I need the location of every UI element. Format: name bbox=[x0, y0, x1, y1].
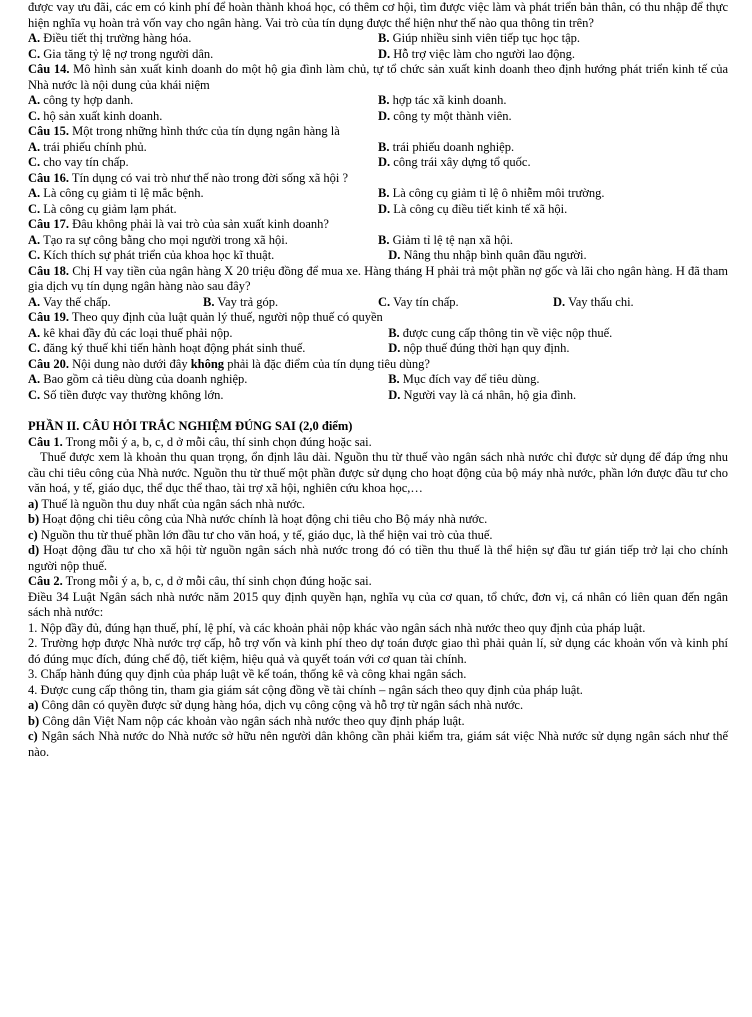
question-20-stem: Câu 20. Nội dung nào dưới đây không phải là đặc điểm của tín dụng tiêu dùng? bbox=[28, 356, 430, 371]
part2-question-2-item-a: a) Công dân có quyền được sử dụng hàng hóa, dịch vụ công cộng và hỗ trợ từ ngân sách nhà nước. bbox=[28, 698, 524, 712]
question-20-option-b: B. Mục đích vay để tiêu dùng. bbox=[388, 372, 540, 386]
question-19-options-row-2 bbox=[28, 341, 728, 357]
part2-question-2-stem: Câu 2. Trong mỗi ý a, b, c, d ở mỗi câu, thí sinh chọn đúng hoặc sai. bbox=[28, 574, 372, 588]
question-15-option-c: C. cho vay tín chấp. bbox=[28, 155, 129, 169]
question-13-option-d: D. Hỗ trợ việc làm cho người lao động. bbox=[378, 46, 576, 61]
law-item-2: 2. Trường hợp được Nhà nước trợ cấp, hỗ trợ vốn và kinh phí theo dự toán được giao thì phải quản lí, sử dụng các khoản vốn và kinh phí đó đúng mục đích, đúng chế độ, tiết kiệm, hiệu quả và quyết toán với cơ quan tài chính. bbox=[28, 636, 728, 666]
question-19-option-a: A. kê khai đầy đủ các loại thuế phải nộp. bbox=[28, 325, 233, 340]
question-17-option-c: C. Kích thích sự phát triển của khoa học kĩ thuật. bbox=[28, 248, 275, 262]
question-19-option-c: C. đăng ký thuế khi tiến hành hoạt động phát sinh thuế. bbox=[28, 341, 306, 355]
question-14-option-d: D. công ty một thành viên. bbox=[378, 108, 512, 123]
question-17-options-row-1 bbox=[28, 233, 728, 249]
question-18-stem: Câu 18. Chị H vay tiền của ngân hàng X 20 triệu đồng để mua xe. Hàng tháng H phải trả một phần nợ gốc và lãi cho ngân hàng. H đã tham gia dịch vụ tín dụng ngân hàng nào sau đây? bbox=[28, 263, 729, 293]
part2-question-1-item-c: c) Nguồn thu từ thuế phần lớn đầu tư cho văn hoá, y tế, giáo dục, là thể hiện vai trò của thuế. bbox=[28, 527, 493, 542]
part2-question-2-item-c: c) Ngân sách Nhà nước do Nhà nước sở hữu nên người dân không cần phải kiểm tra, giám sát việc Nhà nước sử dụng ngân sách như thế nào. bbox=[28, 729, 729, 759]
part2-question-2-intro: Điều 34 Luật Ngân sách nhà nước năm 2015 quy định quyền hạn, nghĩa vụ của cơ quan, tổ chức, đơn vị, cá nhân có liên quan đến ngân sách nhà nước: bbox=[28, 589, 728, 619]
question-18-option-c: C. Vay tín chấp. bbox=[378, 294, 459, 309]
question-18-option-d: D. Vay thấu chi. bbox=[553, 294, 634, 309]
question-13-stem: được vay ưu đãi, các em có kinh phí để hoàn thành khoá học, có thêm cơ hội, tìm được việc làm và phát triển bản thân, có thu nhập để thực hiện nghĩa vụ hoàn trả vốn vay cho ngân hàng. Vai trò của tín dụng được thể hiện như thế nào qua thông tin trên? bbox=[28, 0, 728, 30]
question-20-option-d: D. Người vay là cá nhân, hộ gia đình. bbox=[388, 387, 577, 402]
question-14-options-row-1 bbox=[28, 93, 728, 109]
part2-question-1-item-a: a) Thuế là nguồn thu duy nhất của ngân sách nhà nước. bbox=[28, 496, 305, 511]
question-13-options-row-2 bbox=[28, 47, 728, 63]
question-16-option-c: C. Là công cụ giảm lạm phát. bbox=[28, 201, 177, 216]
question-20-option-c: C. Số tiền được vay thường không lớn. bbox=[28, 387, 224, 402]
question-14-stem: Câu 14. Mô hình sản xuất kinh doanh do một hộ gia đình làm chủ, tự tổ chức sản xuất kinh doanh theo định hướng phát triển kinh tế của Nhà nước là nội dung của khái niệm bbox=[28, 62, 729, 92]
question-15-stem: Câu 15. Một trong những hình thức của tín dụng ngân hàng là bbox=[28, 124, 340, 138]
question-17-option-b: B. Giảm tỉ lệ tệ nạn xã hội. bbox=[378, 232, 514, 247]
law-item-4: 4. Được cung cấp thông tin, tham gia giám sát cộng đồng về tài chính – ngân sách theo quy định của pháp luật. bbox=[28, 682, 583, 697]
question-14-option-c: C. hộ sản xuất kinh doanh. bbox=[28, 108, 163, 123]
question-18-option-a: A. Vay thế chấp. bbox=[28, 294, 111, 309]
question-17-option-d: D. Nâng thu nhập bình quân đầu người. bbox=[388, 248, 587, 262]
question-20-options-row-2 bbox=[28, 388, 728, 404]
question-13-options-row-1 bbox=[28, 31, 728, 47]
part-2-heading: PHẦN II. CÂU HỎI TRẮC NGHIỆM ĐÚNG SAI (2,0 điểm) bbox=[28, 419, 353, 433]
part2-question-1-item-b: b) Hoạt động chi tiêu công của Nhà nước chính là hoạt động chi tiêu cho Bộ máy nhà nước. bbox=[28, 512, 488, 526]
question-19-stem: Câu 19. Theo quy định của luật quản lý thuế, người nộp thuế có quyền bbox=[28, 310, 383, 324]
part2-question-1-stem: Câu 1. Trong mỗi ý a, b, c, d ở mỗi câu, thí sinh chọn đúng hoặc sai. bbox=[28, 434, 372, 449]
part2-question-1-passage: Thuế được xem là khoản thu quan trọng, ổn định lâu dài. Nguồn thu từ thuế vào ngân sách nhà nước chỉ được sử dụng để đáp ứng nhu cầu chi tiêu công của Nhà nước. Nguồn thu từ thuế một phần được sử dụng cho hoạt động của bộ máy nhà nước, phần lớn được đầu tư cho văn hoá, y tế, giáo dục, thể dục thể thao, tài trợ xã hội, nghiên cứu khoa học,… bbox=[28, 450, 728, 495]
question-15-option-d: D. công trái xây dựng tổ quốc. bbox=[378, 155, 531, 169]
question-15-option-b: B. trái phiếu doanh nghiệp. bbox=[378, 139, 515, 154]
question-15-options-row-2 bbox=[28, 155, 728, 171]
question-16-option-d: D. Là công cụ điều tiết kinh tế xã hội. bbox=[378, 201, 568, 216]
question-16-option-b: B. Là công cụ giảm tỉ lệ ô nhiễm môi trường. bbox=[378, 186, 605, 200]
document-page bbox=[28, 0, 728, 760]
part2-question-1-item-d: d) Hoạt động đầu tư cho xã hội từ nguồn ngân sách nhà nước trong đó có tiền thu thuế là thể hiện sự đầu tư gián tiếp trở lại cho chính người nộp thuế. bbox=[28, 543, 728, 573]
question-18-option-b: B. Vay trả góp. bbox=[203, 294, 279, 309]
question-19-option-b: B. được cung cấp thông tin về việc nộp thuế. bbox=[388, 325, 613, 340]
question-15-options-row-1 bbox=[28, 140, 728, 156]
question-16-options-row-1 bbox=[28, 186, 728, 202]
question-16-option-a: A. Là công cụ giảm tỉ lệ mắc bệnh. bbox=[28, 186, 204, 200]
question-13-option-a: A. Điều tiết thị trường hàng hóa. bbox=[28, 31, 192, 45]
question-19-options-row-1 bbox=[28, 326, 728, 342]
question-13-option-c: C. Gia tăng tỷ lệ nợ trong người dân. bbox=[28, 46, 214, 61]
question-16-options-row-2 bbox=[28, 202, 728, 218]
law-item-1: 1. Nộp đầy đủ, đúng hạn thuế, phí, lệ phí, và các khoản phải nộp khác vào ngân sách nhà nước theo quy định của pháp luật. bbox=[28, 620, 646, 635]
question-15-option-a: A. trái phiếu chính phủ. bbox=[28, 139, 147, 154]
question-18-options-row bbox=[28, 295, 728, 311]
question-17-options-row-2 bbox=[28, 248, 728, 264]
question-17-stem: Câu 17. Đâu không phải là vai trò của sản xuất kinh doanh? bbox=[28, 217, 329, 231]
question-17-option-a: A. Tạo ra sự công bằng cho mọi người trong xã hội. bbox=[28, 232, 288, 247]
part2-question-2-item-b: b) Công dân Việt Nam nộp các khoản vào ngân sách nhà nước theo quy định pháp luật. bbox=[28, 713, 465, 728]
question-13-option-b: B. Giúp nhiều sinh viên tiếp tục học tập. bbox=[378, 31, 581, 45]
question-14-option-a: A. công ty hợp danh. bbox=[28, 93, 134, 107]
question-20-option-a: A. Bao gồm cả tiêu dùng của doanh nghiệp. bbox=[28, 372, 248, 386]
question-19-option-d: D. nộp thuế đúng thời hạn quy định. bbox=[388, 341, 570, 355]
question-16-stem: Câu 16. Tín dụng có vai trò như thế nào trong đời sống xã hội ? bbox=[28, 170, 349, 185]
question-14-option-b: B. hợp tác xã kinh doanh. bbox=[378, 93, 507, 107]
question-14-options-row-2 bbox=[28, 109, 728, 125]
law-item-3: 3. Chấp hành đúng quy định của pháp luật về kế toán, thống kê và công khai ngân sách. bbox=[28, 667, 467, 681]
question-20-options-row-1 bbox=[28, 372, 728, 388]
